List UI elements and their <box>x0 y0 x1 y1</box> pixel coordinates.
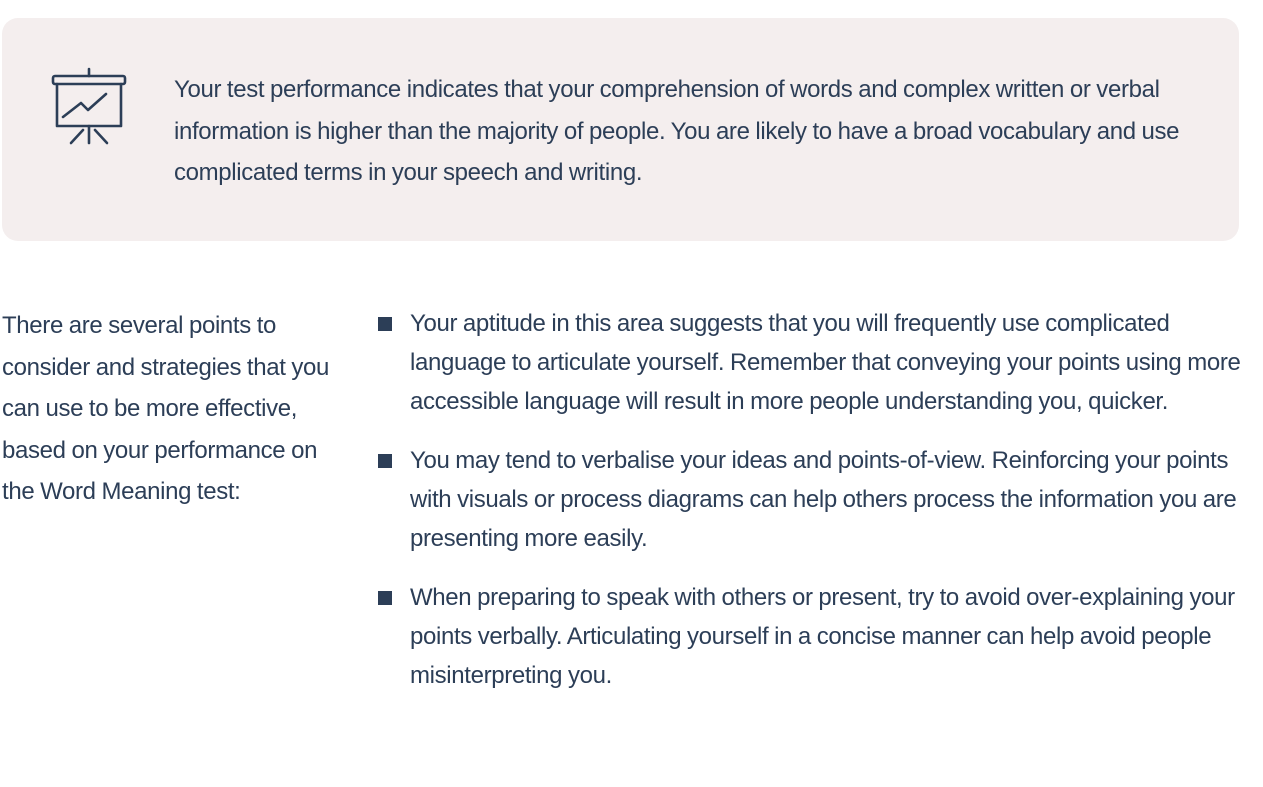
strategies-list <box>378 304 1248 715</box>
square-bullet-icon <box>378 591 392 605</box>
summary-text: Your test performance indicates that your comprehension of words and complex written or verbal information is higher than the majority of people. You are likely to have a broad vocabulary and use complicated terms in your speech and writing. <box>174 76 1180 186</box>
strategies-intro: There are several points to consider and strategies that you can use to be more effective, based on your performance on the Word Meaning test: <box>2 312 330 505</box>
presentation-chart-icon <box>50 66 128 146</box>
square-bullet-icon <box>378 317 392 331</box>
list-item-text: When preparing to speak with others or present, try to avoid over-explaining your points verbally. Articulating yourself in a concise manner can help avoid people misinterpreting you. <box>410 584 1235 689</box>
list-item <box>378 441 1248 558</box>
square-bullet-icon <box>378 454 392 468</box>
list-item-text: You may tend to verbalise your ideas and points-of-view. Reinforcing your points with visuals or process diagrams can help others process the information you are presenting more easily. <box>410 447 1237 552</box>
list-item-text: Your aptitude in this area suggests that you will frequently use complicated language to articulate yourself. Remember that conveying your points using more accessible language will result in more people understanding you, quicker. <box>410 310 1241 415</box>
list-item <box>378 304 1248 421</box>
list-item <box>378 578 1248 695</box>
